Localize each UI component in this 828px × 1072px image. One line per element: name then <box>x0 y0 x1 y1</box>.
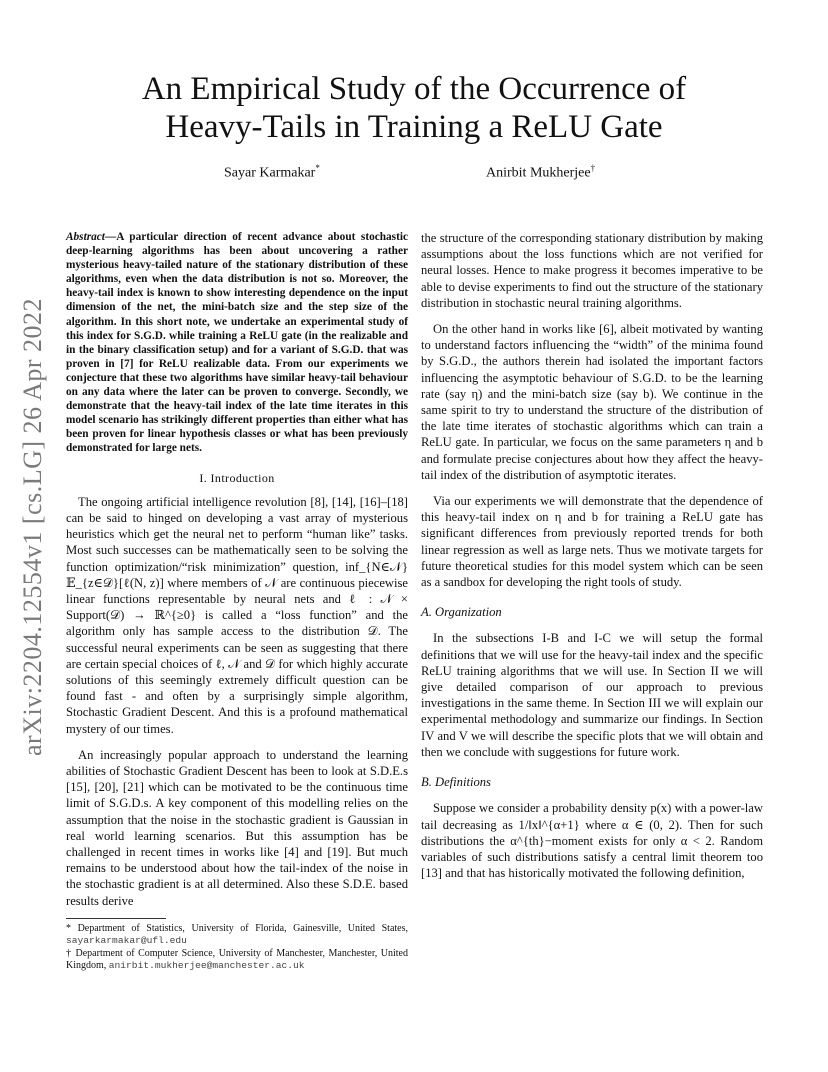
author-2-name: Anirbit Mukherjee <box>486 165 591 181</box>
footnote-1 <box>66 923 408 948</box>
title-line-1: An Empirical Study of the Occurrence of <box>141 71 687 107</box>
intro-paragraph-2: An increasingly popular approach to understand the learning abilities of Stochastic Gradient Descent has been to look at S.D.E.s [15], [20], [21] which can be motivated to be the continuous time limit of S.G.D.s. A key component of this modelling relies on the assumption that the noise in the stochastic gradient is Gaussian in real world learning scenarios. But this assumption has be challenged in recent times in works like [4] and [19]. But much remains to be understood about how the tail-index of the noise in the stochastic gradient is at all determined. Also these S.D.E. based results derive <box>66 747 408 908</box>
right-paragraph-2: On the other hand in works like [6], albeit motivated by wanting to understand factors influencing the “width” of the minima found by S.G.D., the authors therein had isolated the important factors influencing the asymptotic behaviour of S.G.D. to be the learning rate (say η) and the mini-batch size (say b). We continue in the same spirit to try to understand the structure of the distribution of the late time iterates of stochastic algorithms which can train a ReLU gate. In particular, we focus on the same parameters η and b and formulate precise conjectures about how they affect the heavy-tail index of the distribution of asymptotic iterates. <box>421 322 763 482</box>
footnote-2-email[interactable]: anirbit.mukherjee@manchester.ac.uk <box>108 960 305 972</box>
author-2-mark: † <box>590 163 596 173</box>
right-paragraph-3: Via our experiments we will demonstrate that the dependence of this heavy-tail index on η and b for training a ReLU gate has significant differences from previously reported trends for both linear regression as well as large nets. Thus we motivate targets for future theoretical studies for this model system which can be seen as a sandbox for developing the right tools of study. <box>421 494 763 590</box>
subsection-heading-organization: A. Organization <box>421 605 502 620</box>
definitions-paragraph: Suppose we consider a probability density p(x) with a power-law tail decreasing as 1/‖x‖^{α+1} where α ∈ (0, 2). Then for such distributions the α^{th}−moment exists for only α < 2. Random variables of such distributions satisfy a central limit theorem too [13] and that has historically motivated the following definition, <box>421 801 763 881</box>
abstract-label: Abstract— <box>66 231 117 243</box>
organization-paragraph: In the subsections I-B and I-C we will setup the formal definitions that we will use for the heavy-tail index and the specific ReLU training algorithms that we will use. In Section II we will give detailed comparison of our approach to previous investigations in the same theme. In Section III we will explain our experimental methodology and summarize our findings. In Section IV and V we will describe the specific plots that we will obtain and then we conclude with suggestions for future work. <box>421 631 763 759</box>
footnote-2 <box>66 948 408 973</box>
author-1 <box>224 163 320 182</box>
left-column <box>66 230 408 919</box>
author-1-name: Sayar Karmakar <box>224 165 316 181</box>
footnotes <box>66 918 408 973</box>
intro-paragraph-1: The ongoing artificial intelligence revolution [8], [14], [16]–[18] can be said to hinged on developing a vast array of mysterious heuristics which get the neural net to perform “human like” tasks. Most such successes can be mathematically seen to be solving the function optimization/“risk minimization” question, inf_{N∈𝒩} 𝔼_{z∈𝒟}[ℓ(N, z)] where members of 𝒩 are continuous piecewise linear functions representable by neural nets and ℓ : 𝒩 × Support(𝒟) → ℝ^{≥0} is called a “loss function” and the algorithm only has sample access to the distribution 𝒟. The successful neural experiments can be seen as suggesting that there are certain special choices of ℓ, 𝒩 and 𝒟 for which highly accurate solutions of this seemingly extremely difficult question can be found fast - and often by a surprisingly simple algorithm, Stochastic Gradient Descent. And this is a profound mathematical mystery of our times. <box>66 494 408 736</box>
title-line-2: Heavy-Tails in Training a ReLU Gate <box>165 109 663 145</box>
footnote-1-text: * Department of Statistics, University of Florida, Gainesville, United States, <box>66 923 408 934</box>
abstract-text: A particular direction of recent advance about stochastic deep-learning algorithms has been about uncovering a rather mysterious heavy-tailed nature of the stationary distribution of these algorithms, even when the data distribution is not so. Moreover, the heavy-tail index is known to show interesting dependence on the input dimension of the net, the mini-batch size and the step size of the algorithm. In this short note, we undertake an experimental study of this index for S.G.D. while training a ReLU gate (in the realizable and in the binary classification setup) and for a variant of S.G.D. that was proven in [7] for ReLU realizable data. From our experiments we conjecture that these two algorithms have similar heavy-tail behaviour on any data where the later can be proven to converge. Secondly, we demonstrate that the heavy-tail index of the late time iterates in this model scenario has strikingly different properties than either what has been proven for linear hypothesis classes or what has been previously demonstrated for large nets. <box>66 231 408 455</box>
abstract <box>66 230 408 456</box>
footnote-2-text: † Department of Computer Science, University of Manchester, Manchester, United Kingdom, <box>66 947 408 972</box>
right-paragraph-1: the structure of the corresponding stationary distribution by making assumptions about the loss functions which are not verified for neural losses. Hence to make progress it becomes imperative to be able to devise experiments to find out the structure of the stationary distribution in stochastic neural training algorithms. <box>421 231 763 310</box>
subsection-heading-definitions: B. Definitions <box>421 775 491 790</box>
author-2 <box>486 163 595 182</box>
footnote-rule <box>66 918 166 919</box>
right-column <box>421 230 763 891</box>
section-heading-introduction: I. Introduction <box>199 470 275 485</box>
author-1-mark: * <box>315 163 320 173</box>
footnote-1-email[interactable]: sayarkarmakar@ufl.edu <box>66 935 187 947</box>
arxiv-stamp: arXiv:2204.12554v1 [cs.LG] 26 Apr 2022 <box>18 297 47 756</box>
paper-title <box>60 70 768 146</box>
